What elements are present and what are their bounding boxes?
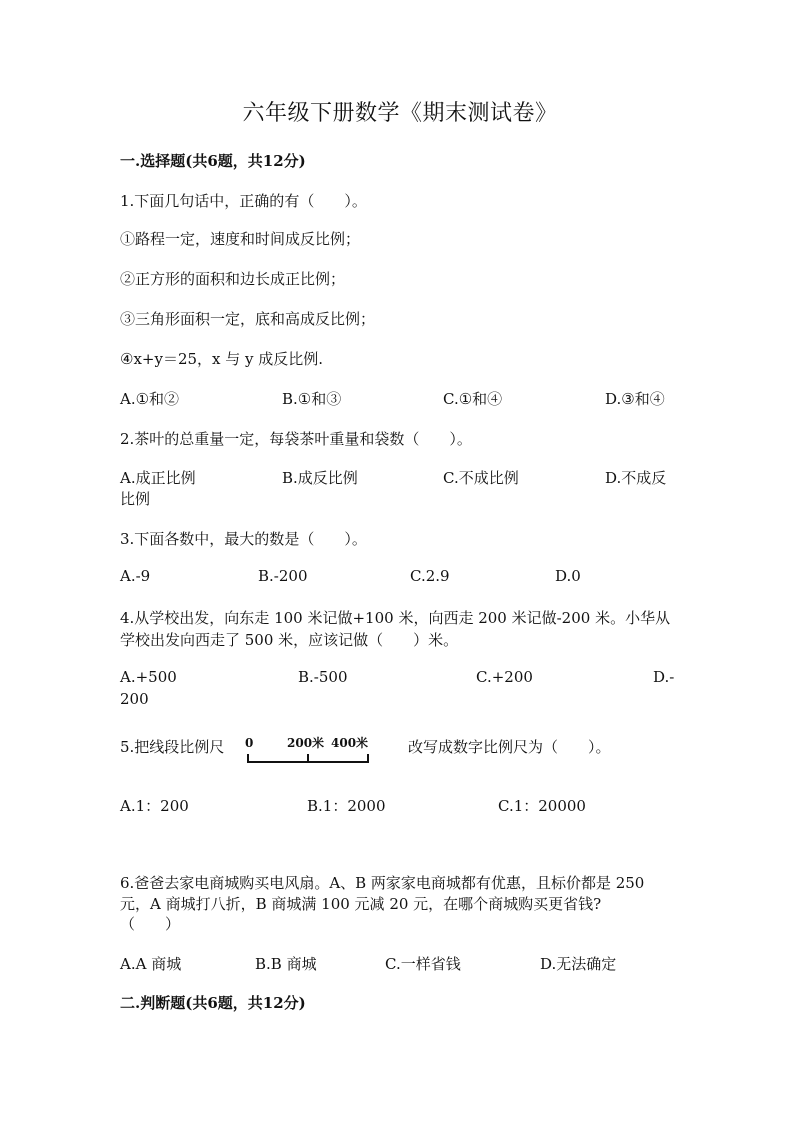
section-heading-judgement: 二.判断题(共6题，共12分) [120,994,306,1012]
question-3-option-c: C.2.9 [410,567,450,585]
question-3-option-b: B.-200 [258,567,308,585]
question-1-statement-1: ①路程一定，速度和时间成反比例； [120,230,361,248]
question-4-option-d: D.- [653,668,675,686]
question-2-option-d: D.不成反 [605,469,667,487]
question-1-statement-2: ②正方形的面积和边长成正比例； [120,270,346,288]
question-4-option-d-continued: 200 [120,690,149,708]
section-heading-choice: 一.选择题(共6题，共12分) [120,152,306,170]
question-5-option-a: A.1：200 [120,797,189,815]
page-title: 六年级下册数学《期末测试卷》 [242,101,558,126]
question-1-statement-3: ③三角形面积一定，底和高成反比例； [120,310,376,328]
question-4-option-c: C.+200 [476,668,533,686]
question-2-option-c: C.不成比例 [443,469,519,487]
question-1-option-c: C.①和④ [443,390,503,408]
question-2-option-b: B.成反比例 [282,469,358,487]
question-6-stem-line-3: （ ） [120,915,181,933]
question-6-option-a: A.A 商城 [120,955,182,973]
line-scale-diagram [243,734,371,768]
question-1-option-b: B.①和③ [282,390,342,408]
question-3-stem: 3.下面各数中，最大的数是（ ）。 [120,530,367,548]
question-1-option-a: A.①和② [120,390,180,408]
question-3-option-a: A.-9 [120,567,151,585]
scale-label-200: 200米 [287,736,325,750]
question-4-option-b: B.-500 [298,668,348,686]
question-6-option-c: C.一样省钱 [385,955,461,973]
question-2-option-a: A.成正比例 [120,469,196,487]
question-1-option-d: D.③和④ [605,390,665,408]
question-1-stem: 1.下面几句话中，正确的有（ ）。 [120,192,367,210]
question-3-option-d: D.0 [555,567,581,585]
question-5-stem-after: 改写成数字比例尺为（ ）。 [408,738,611,756]
question-6-stem-line-2: 元，A 商城打八折，B 商城满 100 元减 20 元，在哪个商城购买更省钱? [120,895,602,913]
question-6-option-b: B.B 商城 [255,955,317,973]
question-4-option-a: A.+500 [120,668,177,686]
question-4-stem-line-1: 4.从学校出发，向东走 100 米记做+100 米，向西走 200 米记做-200 米。小华从 [120,609,671,627]
question-2-option-d-continued: 比例 [120,490,151,508]
question-5-stem-before: 5.把线段比例尺 [120,738,225,756]
question-6-stem-line-1: 6.爸爸去家电商城购买电风扇。A、B 两家家电商城都有优惠，且标价都是 250 [120,874,645,892]
question-4-stem-line-2: 学校出发向西走了 500 米，应该记做（ ）米。 [120,631,459,649]
question-6-option-d: D.无法确定 [540,955,617,973]
question-5-option-c: C.1：20000 [498,797,586,815]
question-5-option-b: B.1：2000 [307,797,386,815]
question-1-statement-4: ④x+y＝25，x 与 y 成反比例. [120,350,324,368]
question-2-stem: 2.茶叶的总重量一定，每袋茶叶重量和袋数（ ）。 [120,430,472,448]
scale-label-400: 400米 [331,736,369,750]
scale-label-0: 0 [245,736,254,750]
